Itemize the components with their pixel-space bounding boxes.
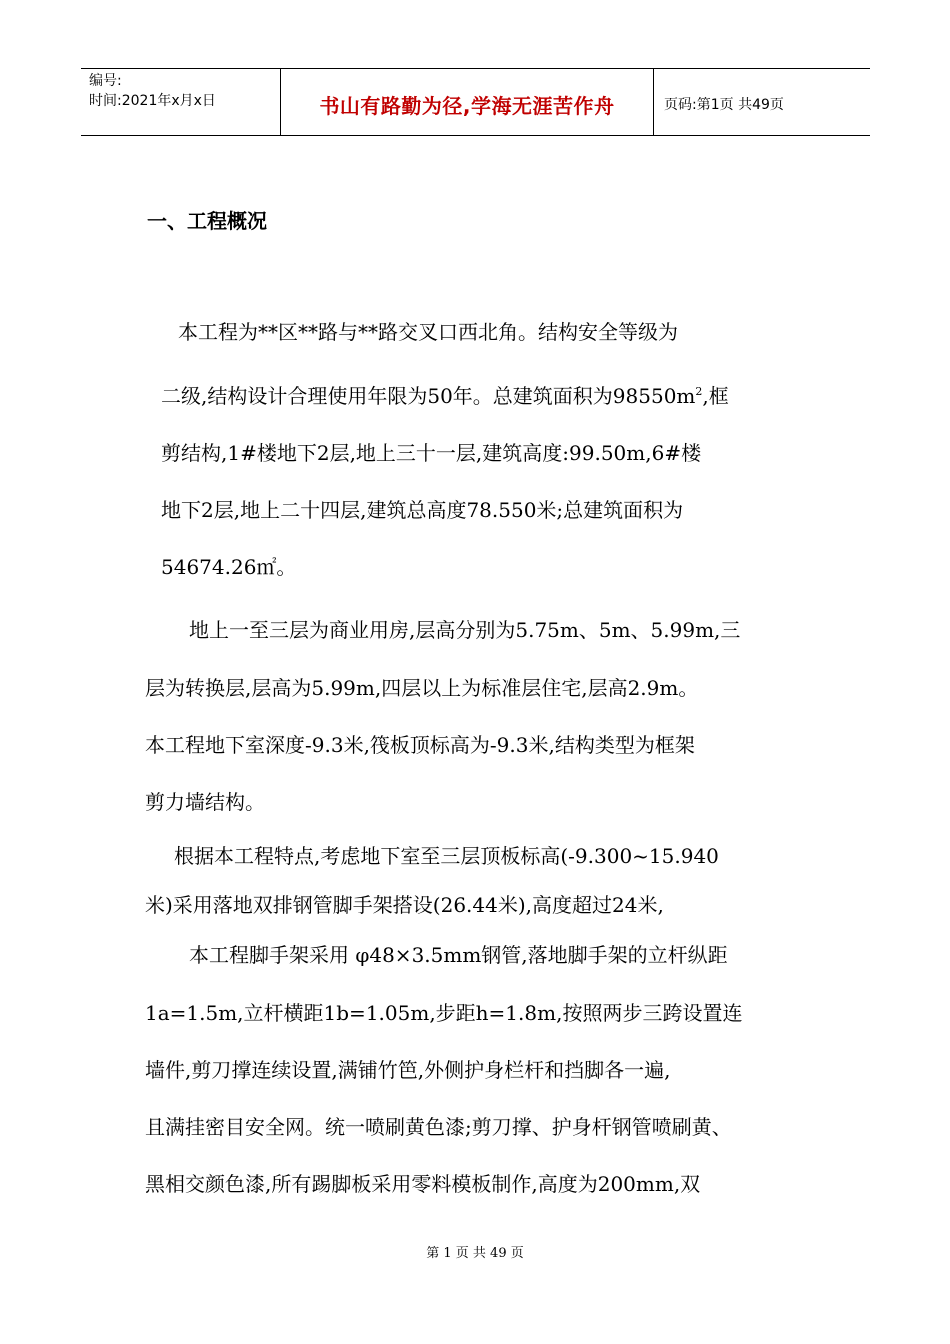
body-line: 本工程为**区**路与**路交叉口西北角。结构安全等级为: [178, 320, 678, 344]
body-line: 剪结构,1#楼地下2层,地上三十一层,建筑高度:99.50m,6#楼: [161, 441, 702, 465]
body-line: 54674.26㎡。: [161, 555, 297, 579]
body-line: 地下2层,地上二十四层,建筑总高度78.550米;总建筑面积为: [161, 498, 684, 522]
body-line: 米)采用落地双排钢管脚手架搭设(26.44米),高度超过24米,: [145, 893, 664, 917]
section-title: 一、工程概况: [147, 209, 267, 233]
body-line: 本工程脚手架采用 φ48×3.5mm钢管,落地脚手架的立杆纵距: [189, 943, 728, 967]
body-line: 根据本工程特点,考虑地下室至三层顶板标高(-9.300~15.940: [174, 844, 719, 868]
body-line: 黑相交颜色漆,所有踢脚板采用零料模板制作,高度为200mm,双: [145, 1172, 701, 1196]
time-label: 时间:2021年x月x日: [89, 93, 216, 109]
page-info: 页码:第1页 共49页: [664, 97, 784, 113]
document-header: [81, 68, 870, 136]
area-superscript: 2: [695, 385, 703, 398]
header-meta-cell: [81, 69, 281, 135]
body-line: 1a=1.5m,立杆横距1b=1.05m,步距h=1.8m,按照两步三跨设置连: [145, 1001, 743, 1025]
body-line: 本工程地下室深度-9.3米,筏板顶标高为-9.3米,结构类型为框架: [145, 733, 695, 757]
body-line: 层为转换层,层高为5.99m,四层以上为标准层住宅,层高2.9m。: [145, 676, 699, 700]
body-line: 且满挂密目安全网。统一喷刷黄色漆;剪刀撑、护身杆钢管喷刷黄、: [145, 1115, 732, 1139]
body-text: 二级,结构设计合理使用年限为50年。总建筑面积为98550m: [161, 384, 696, 408]
body-line: 地上一至三层为商业用房,层高分别为5.75m、5m、5.99m,三: [189, 618, 741, 642]
body-text: ,框: [702, 384, 729, 408]
page-footer: 第 1 页 共 49 页: [426, 1246, 524, 1261]
body-line: 剪力墙结构。: [145, 790, 265, 814]
number-label: 编号:: [89, 73, 122, 89]
body-line: 墙件,剪刀撑连续设置,满铺竹笆,外侧护身栏杆和挡脚各一遍,: [145, 1058, 671, 1082]
motto: 书山有路勤为径,学海无涯苦作舟: [281, 69, 654, 135]
body-line: [161, 380, 729, 412]
